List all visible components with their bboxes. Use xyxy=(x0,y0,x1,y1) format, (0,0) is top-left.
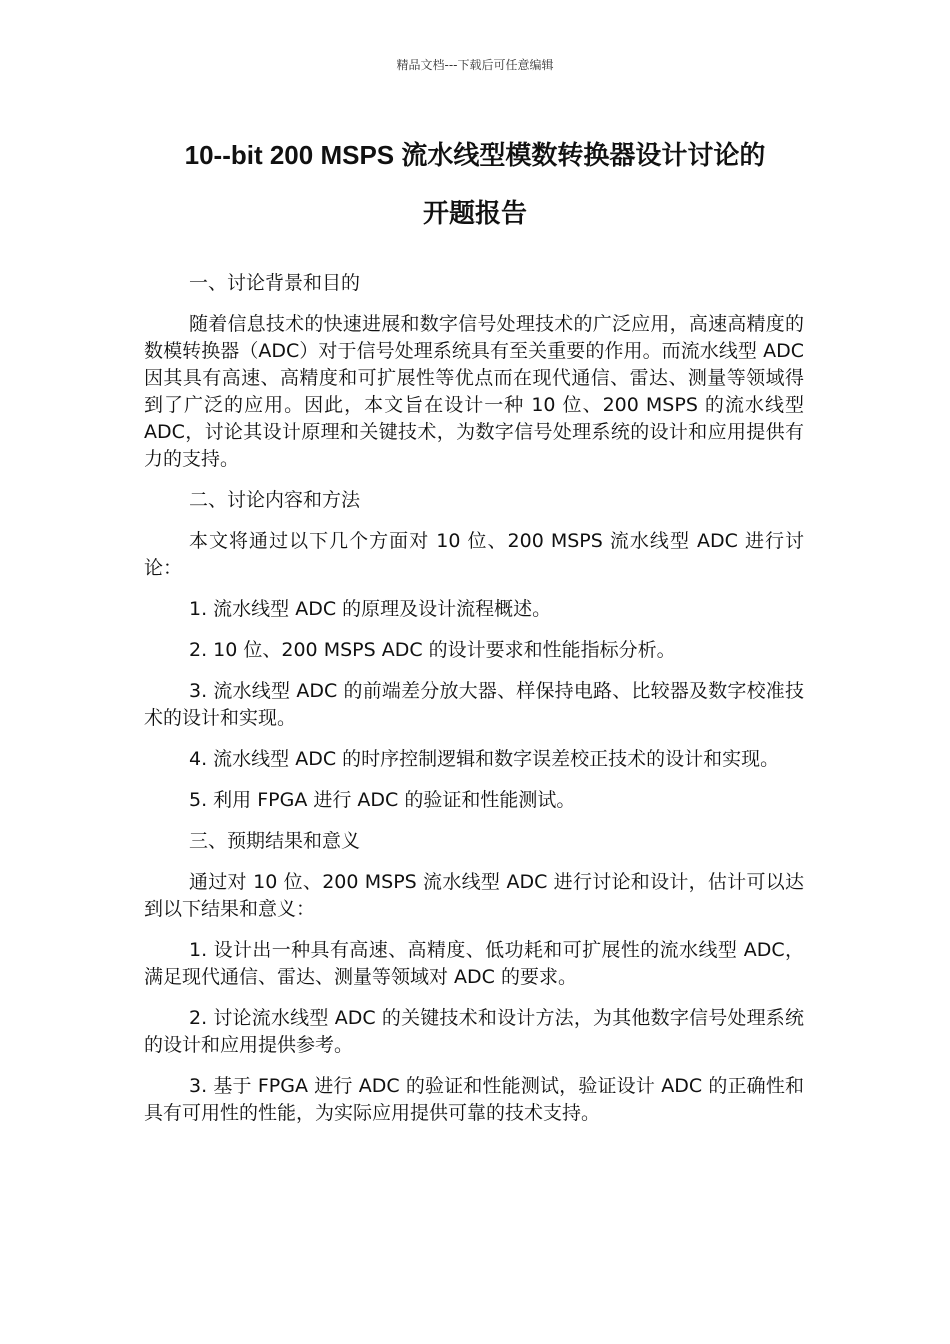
paragraph-background: 随着信息技术的快速进展和数字信号处理技术的广泛应用，高速高精度的数模转换器（ADC）对于信号处理系统具有至关重要的作用。而流水线型 ADC 因其具有高速、高精度和可扩展性等优点而在现代通信、雷达、测量等领域得到了广泛的应用。因此，本文旨在设计一种 10 位、200 MSPS 的流水线型 ADC，讨论其设计原理和关键技术，为数字信号处理系统的设计和应用提供有力的支持。 xyxy=(144,313,804,470)
list-item-content-1: 1. 流水线型 ADC 的原理及设计流程概述。 xyxy=(189,598,552,620)
document-title-line-1: 10--bit 200 MSPS 流水线型模数转换器设计讨论的 xyxy=(184,140,766,170)
list-item-content-3: 3. 流水线型 ADC 的前端差分放大器、样保持电路、比较器及数字校准技术的设计和实现。 xyxy=(144,680,804,729)
list-item-results-2: 2. 讨论流水线型 ADC 的关键技术和设计方法，为其他数字信号处理系统的设计和应用提供参考。 xyxy=(144,1007,804,1056)
header-note: 精品文档---下载后可任意编辑 xyxy=(396,58,554,72)
section-heading-content-method: 二、讨论内容和方法 xyxy=(189,489,361,511)
section-heading-results: 三、预期结果和意义 xyxy=(189,830,361,852)
list-item-content-5: 5. 利用 FPGA 进行 ADC 的验证和性能测试。 xyxy=(189,789,576,811)
list-item-results-1: 1. 设计出一种具有高速、高精度、低功耗和可扩展性的流水线型 ADC，满足现代通信、雷达、测量等领域对 ADC 的要求。 xyxy=(144,939,804,988)
paragraph-results-intro: 通过对 10 位、200 MSPS 流水线型 ADC 进行讨论和设计，估计可以达到以下结果和意义： xyxy=(144,871,804,920)
section-heading-background: 一、讨论背景和目的 xyxy=(189,272,361,294)
document-body xyxy=(144,270,804,1141)
paragraph-content-intro: 本文将通过以下几个方面对 10 位、200 MSPS 流水线型 ADC 进行讨论： xyxy=(144,530,804,579)
document-title-line-2: 开题报告 xyxy=(422,198,527,228)
list-item-content-4: 4. 流水线型 ADC 的时序控制逻辑和数字误差校正技术的设计和实现。 xyxy=(189,748,780,770)
list-item-results-3: 3. 基于 FPGA 进行 ADC 的验证和性能测试，验证设计 ADC 的正确性和具有可用性的性能，为实际应用提供可靠的技术支持。 xyxy=(144,1075,804,1124)
list-item-content-2: 2. 10 位、200 MSPS ADC 的设计要求和性能指标分析。 xyxy=(189,639,676,661)
